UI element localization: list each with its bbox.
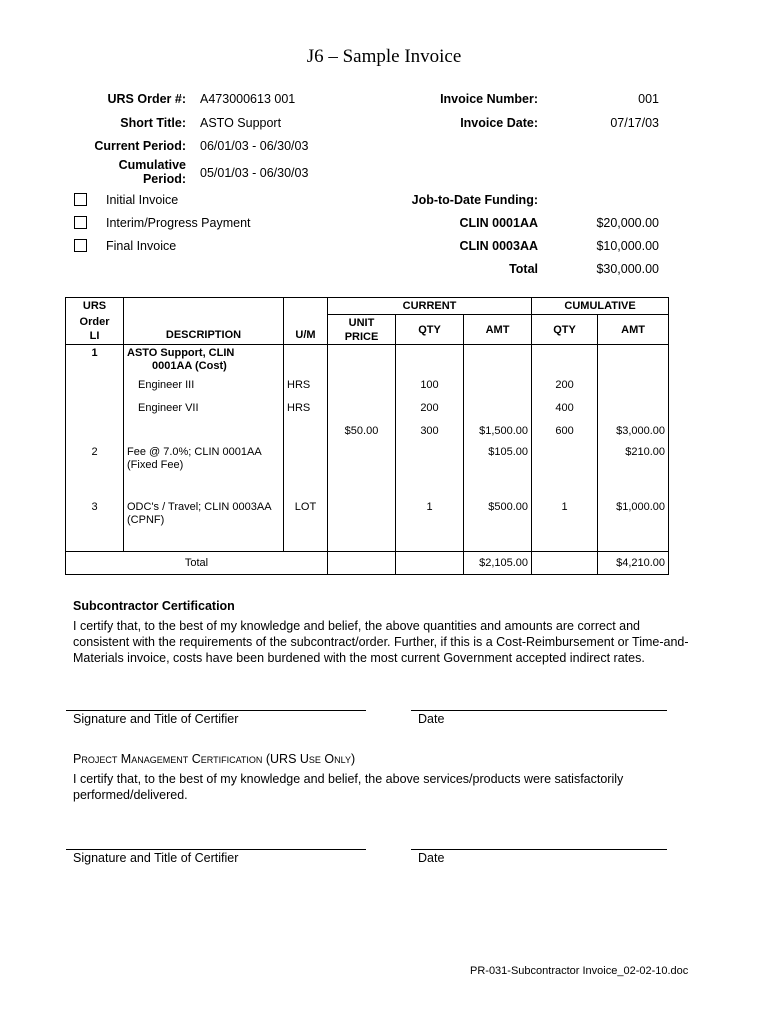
row-qty: 1 [396, 497, 464, 551]
row-cum-amt: $3,000.00 [598, 419, 669, 442]
invoice-number-value: 001 [638, 92, 659, 106]
row-desc [124, 442, 284, 497]
date-line-2 [411, 849, 667, 850]
header-order: Order [79, 316, 110, 329]
row-cum-amt: $1,000.00 [598, 497, 669, 551]
row-desc-line1: Fee @ 7.0%; CLIN 0001AA [127, 446, 262, 458]
date-line-1 [411, 710, 667, 711]
row-unit-price: $50.00 [328, 419, 396, 442]
header-desc-blank [124, 298, 284, 315]
row-amt: $1,500.00 [464, 419, 532, 442]
row-qty: 300 [396, 419, 464, 442]
row-desc [124, 497, 284, 551]
row-cum-amt: $210.00 [598, 442, 669, 497]
urs-order-value: A473000613 001 [200, 92, 296, 106]
project-mgmt-line2: performed/delivered. [73, 788, 188, 802]
row-um: HRS [284, 396, 328, 419]
initial-invoice-label: Initial Invoice [106, 193, 179, 207]
signature-line-1 [66, 710, 366, 711]
current-period-label: Current Period: [94, 139, 186, 153]
header-qty: QTY [396, 315, 464, 345]
funding-total-label: Total [509, 262, 538, 276]
table-total-row [66, 551, 669, 574]
urs-order-label: URS Order #: [107, 92, 186, 106]
row-desc-line2: 0001AA (Cost) [152, 360, 227, 372]
funding-clin3-value: $10,000.00 [596, 239, 659, 253]
header-amt: AMT [464, 315, 532, 345]
funding-clin1-label: CLIN 0001AA [459, 216, 538, 230]
table-row [66, 373, 669, 396]
funding-total-value: $30,000.00 [596, 262, 659, 276]
table-row [66, 497, 669, 551]
header-cumulative: CUMULATIVE [532, 298, 669, 315]
header-um-blank [284, 298, 328, 315]
row-cum-qty: 600 [532, 419, 598, 442]
table-row [66, 419, 669, 442]
cumulative-period-value: 05/01/03 - 06/30/03 [200, 166, 309, 180]
table-row [66, 442, 669, 497]
signature-label-1: Signature and Title of Certifier [73, 712, 239, 726]
initial-invoice-checkbox[interactable] [74, 193, 87, 206]
header-cum-amt: AMT [598, 315, 669, 345]
subcontractor-line1: I certify that, to the best of my knowledge and belief, the above quantities and amounts are correct and [73, 619, 641, 633]
row-desc-line1: ASTO Support, CLIN [127, 347, 235, 359]
header-unit-price [328, 315, 396, 345]
funding-clin3-label: CLIN 0003AA [459, 239, 538, 253]
project-mgmt-heading: Project Management Certification (URS Use Only) [73, 752, 356, 766]
cumulative-period-label [60, 158, 186, 186]
interim-payment-checkbox[interactable] [74, 216, 87, 229]
subcontractor-line3: Materials invoice, costs have been burdened with the most current Government accepted indirect rates. [73, 651, 645, 665]
final-invoice-label: Final Invoice [106, 239, 177, 253]
short-title-label: Short Title: [120, 116, 186, 130]
row-amt: $500.00 [464, 497, 532, 551]
header-cum-qty: QTY [532, 315, 598, 345]
total-label: Total [66, 551, 328, 574]
row-li: 1 [66, 345, 124, 374]
invoice-table [65, 297, 669, 575]
invoice-date-label: Invoice Date: [460, 116, 538, 130]
funding-label: Job-to-Date Funding: [411, 193, 538, 207]
row-desc: Engineer III [124, 373, 284, 396]
cumulative-label-line2: Period: [142, 172, 186, 186]
invoice-number-label: Invoice Number: [440, 92, 538, 106]
project-mgmt-line1: I certify that, to the best of my knowledge and belief, the above services/products were satisfactorily [73, 772, 624, 786]
funding-clin1-value: $20,000.00 [596, 216, 659, 230]
row-um: LOT [284, 497, 328, 551]
row-desc: Engineer VII [124, 396, 284, 419]
row-desc [124, 345, 284, 374]
row-cum-qty: 1 [532, 497, 598, 551]
row-um: HRS [284, 373, 328, 396]
header-li: LI [89, 330, 100, 343]
subcontractor-heading: Subcontractor Certification [73, 599, 235, 613]
subcontractor-line2: consistent with the requirements of the subcontract/order. Further, if this is a Cost-Reimbursement or Time-and- [73, 635, 689, 649]
header-unit: UNIT [348, 316, 375, 329]
table-row [66, 396, 669, 419]
row-amt: $105.00 [464, 442, 532, 497]
subcontractor-text [73, 618, 713, 666]
table-row [66, 345, 669, 374]
header-urs: URS [66, 298, 124, 315]
header-um: U/M [284, 315, 328, 345]
total-cum-amt: $4,210.00 [598, 551, 669, 574]
total-amt: $2,105.00 [464, 551, 532, 574]
current-period-value: 06/01/03 - 06/30/03 [200, 139, 309, 153]
row-li: 3 [66, 497, 124, 551]
row-li: 2 [66, 442, 124, 497]
row-desc-line2: (Fixed Fee) [127, 459, 184, 471]
row-cum-qty: 400 [532, 396, 598, 419]
signature-label-2: Signature and Title of Certifier [73, 851, 239, 865]
signature-line-2 [66, 849, 366, 850]
date-label-2: Date [418, 851, 445, 865]
date-label-1: Date [418, 712, 445, 726]
final-invoice-checkbox[interactable] [74, 239, 87, 252]
cumulative-label-line1: Cumulative [118, 158, 186, 172]
header-order-li [66, 315, 124, 345]
header-price: PRICE [344, 330, 379, 343]
header-description: DESCRIPTION [124, 315, 284, 345]
row-qty: 100 [396, 373, 464, 396]
interim-payment-label: Interim/Progress Payment [106, 216, 251, 230]
row-cum-qty: 200 [532, 373, 598, 396]
header-current: CURRENT [328, 298, 532, 315]
footer-filename: PR-031-Subcontractor Invoice_02-02-10.doc [470, 965, 689, 977]
short-title-value: ASTO Support [200, 116, 282, 130]
page-title: J6 – Sample Invoice [306, 46, 462, 67]
row-desc-line2: (CPNF) [127, 514, 165, 526]
project-mgmt-text [73, 771, 713, 803]
row-qty: 200 [396, 396, 464, 419]
invoice-date-value: 07/17/03 [610, 116, 659, 130]
row-desc-line1: ODC's / Travel; CLIN 0003AA [127, 501, 272, 513]
